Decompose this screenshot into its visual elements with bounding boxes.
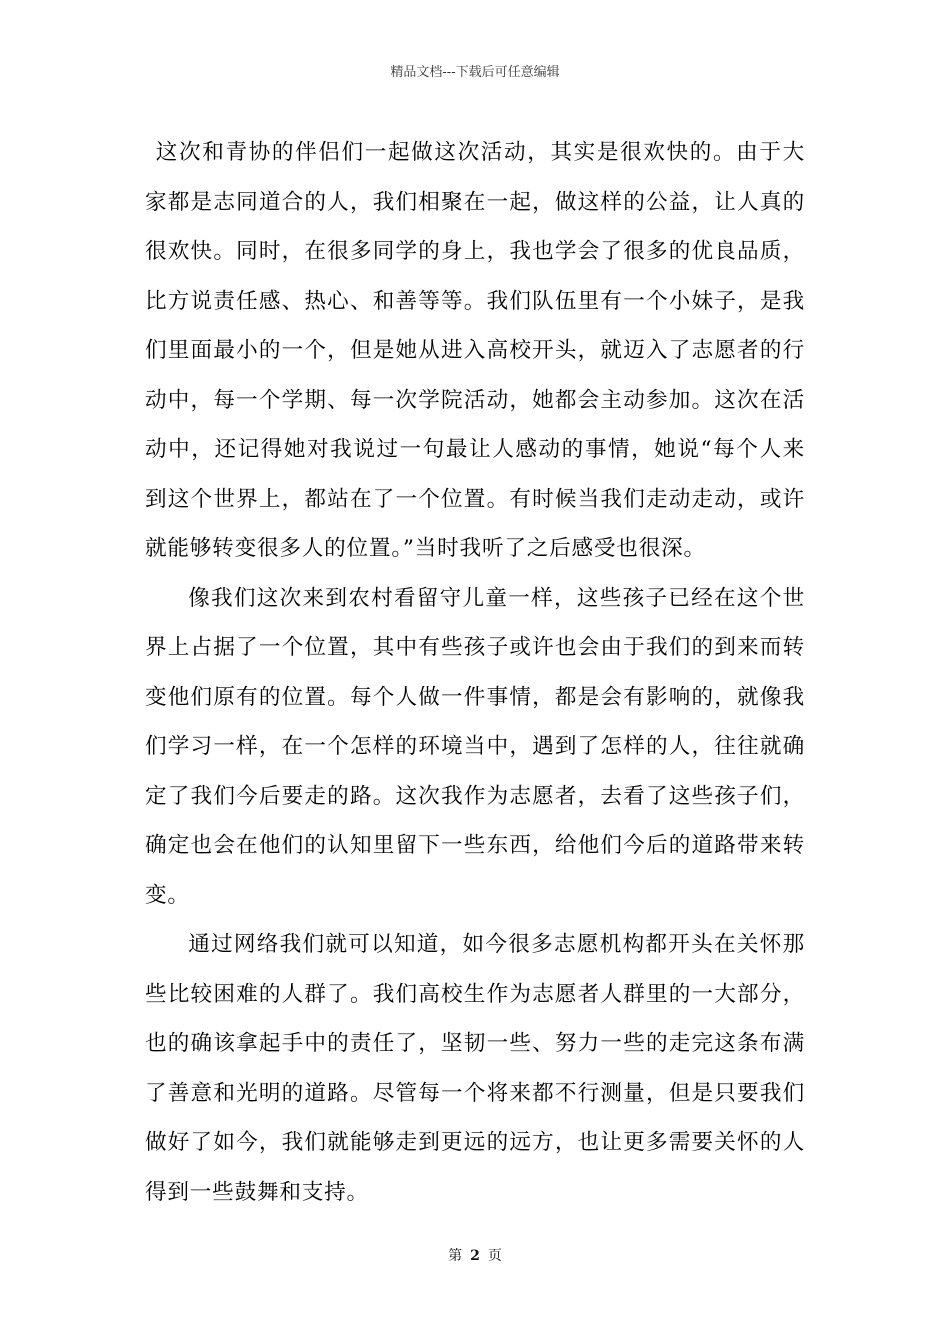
- page-footer: [0, 1246, 950, 1266]
- page-number: 2: [470, 1248, 480, 1264]
- header-text: 精品文档---下载后可任意编辑: [390, 65, 560, 80]
- document-body: [145, 128, 805, 1217]
- page-number-suffix: 页: [487, 1248, 502, 1264]
- page-number-prefix: 第: [448, 1248, 463, 1264]
- paragraph-1: 这次和青协的伴侣们一起做这次活动，其实是很欢快的。由于大家都是志同道合的人，我们相聚在一起，做这样的公益，让人真的很欢快。同时，在很多同学的身上，我也学会了很多的优良品质，比方说责任感、热心、和善等等。我们队伍里有一个小妹子，是我们里面最小的一个，但是她从进入高校开头，就迈入了志愿者的行动中，每一个学期、每一次学院活动，她都会主动参加。这次在活动中，还记得她对我说过一句最让人感动的事情，她说“每个人来到这个世界上，都站在了一个位置。有时候当我们走动走动，或许就能够转变很多人的位置。”当时我听了之后感受也很深。: [145, 140, 805, 561]
- page-header: [0, 64, 950, 82]
- paragraph-2: 像我们这次来到农村看留守儿童一样，这些孩子已经在这个世界上占据了一个位置，其中有些孩子或许也会由于我们的到来而转变他们原有的位置。每个人做一件事情，都是会有影响的，就像我们学习一样，在一个怎样的环境当中，遇到了怎样的人，往往就确定了我们今后要走的路。这次我作为志愿者，去看了这些孩子们，确定也会在他们的认知里留下一些东西，给他们今后的道路带来转变。: [145, 585, 805, 908]
- paragraph-3: 通过网络我们就可以知道，如今很多志愿机构都开头在关怀那些比较困难的人群了。我们高校生作为志愿者人群里的一大部分，也的确该拿起手中的责任了，坚韧一些、努力一些的走完这条布满了善意和光明的道路。尽管每一个将来都不行测量，但是只要我们做好了如今，我们就能够走到更远的远方，也让更多需要关怀的人得到一些鼓舞和支持。: [145, 932, 805, 1205]
